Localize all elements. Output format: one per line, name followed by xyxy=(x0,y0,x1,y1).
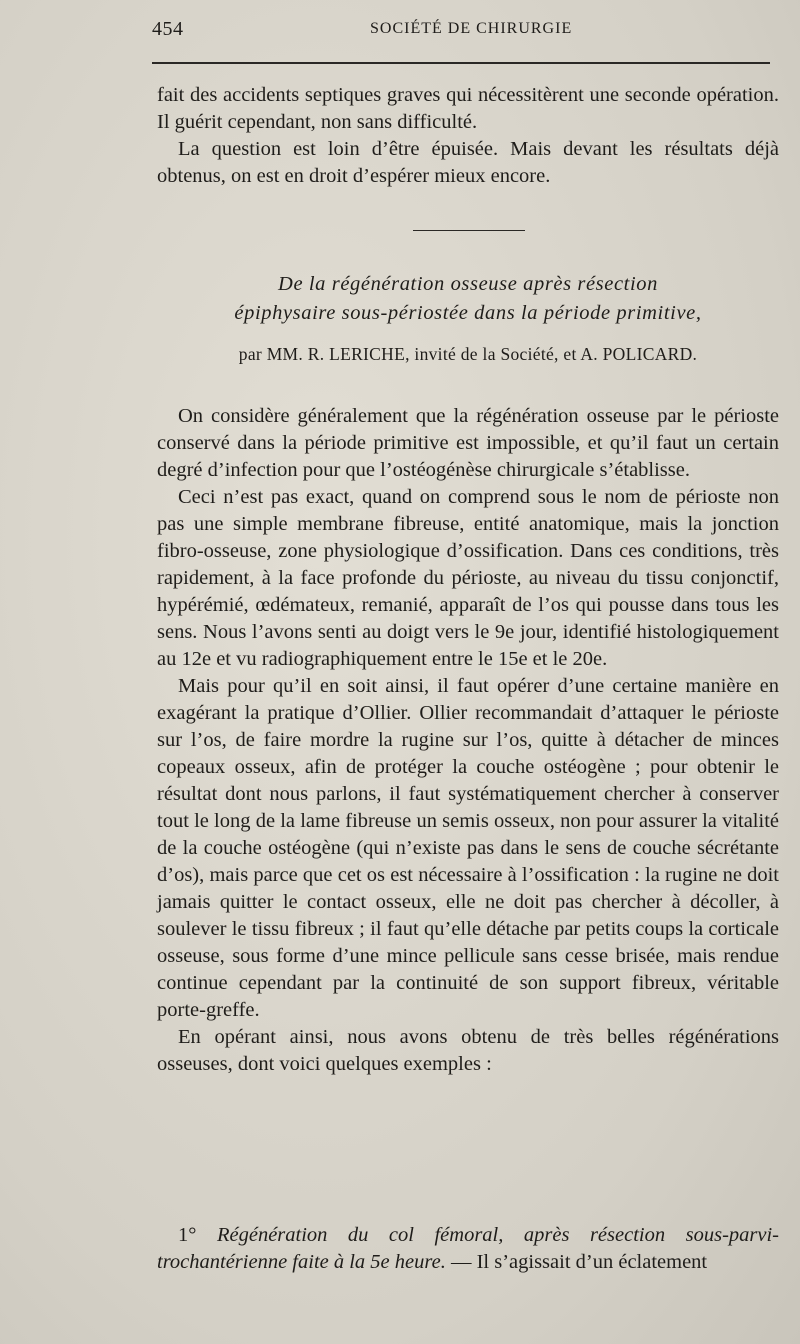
article-paragraph-2: Ceci n’est pas exact, quand on comprend sous le nom de périoste non pas une simple membrane fibreuse, entité anatomique, mais la jonction fibro-osseuse, zone physiologique d’ossification. Dans ces conditions, très rapidement, à la face profonde du périoste, au niveau du tissu conjonctif, hypérémié, œdémateux, remanié, apparaît de l’os qui pousse dans tous les sens. Nous l’avons senti au doigt vers le 9e jour, identifié histologiquement au 12e et vu radiographiquement entre le 15e et le 20e. xyxy=(157,486,779,670)
article-paragraph-1: On considère généralement que la régénération osseuse par le périoste conservé dans la période primitive est impossible, et qu’il faut un certain degré d’infection pour que l’ostéogénèse chirurgicale s’établisse. xyxy=(157,405,779,481)
page-number: 454 xyxy=(152,18,184,40)
example-1-number: 1° xyxy=(178,1224,197,1246)
example-1-title: Régénération du col fémoral, après résection sous-parvi-trochantérienne faite à la 5e heure. xyxy=(157,1224,779,1273)
intro-text xyxy=(157,82,779,190)
section-separator xyxy=(413,230,525,231)
page-header xyxy=(152,18,777,50)
example-1-paragraph xyxy=(157,1222,779,1276)
intro-paragraph-1: fait des accidents septiques graves qui nécessitèrent une seconde opération. Il guérit cependant, non sans difficulté. xyxy=(157,84,779,133)
article-paragraph-4: En opérant ainsi, nous avons obtenu de très belles régénérations osseuses, dont voici quelques exemples : xyxy=(157,1026,779,1075)
article-paragraph-3: Mais pour qu’il en soit ainsi, il faut opérer d’une certaine manière en exagérant la pratique d’Ollier. Ollier recommandait d’attaquer le périoste sur l’os, de faire mordre la rugine sur l’os, quitte à détacher de minces copeaux osseux, afin de protéger la couche ostéogène ; pour obtenir le résultat dont nous parlons, il faut systématiquement chercher à conserver tout le long de la lame fibreuse un semis osseux, non pour assurer la vitalité de la couche ostéogène (qui n’existe pas dans le sens de couche sécrétante d’os), mais parce que cet os est nécessaire à l’ossification : la rugine ne doit jamais quitter le contact osseux, elle ne doit pas chercher à décoller, à soulever le tissu fibreux ; il faut qu’elle détache par petits coups la corticale osseuse, sous forme d’une mince pellicule sans cesse brisée, mais rendue continue cependant par la continuité de son support fibreux, véritable porte-greffe. xyxy=(157,675,779,1021)
example-1-text: — Il s’agissait d’un éclatement xyxy=(450,1251,708,1273)
article-body xyxy=(157,403,779,1078)
running-title: SOCIÉTÉ DE CHIRURGIE xyxy=(370,20,573,37)
article-byline: par MM. R. LERICHE, invité de la Société, et A. POLICARD. xyxy=(238,344,698,364)
example-1 xyxy=(157,1222,779,1276)
intro-paragraph-2: La question est loin d’être épuisée. Mais devant les résultats déjà obtenus, on est en droit d’espérer mieux encore. xyxy=(157,138,779,187)
header-rule xyxy=(152,62,770,64)
article-title-line-1: De la régénération osseuse après résection xyxy=(278,273,658,295)
article-title xyxy=(157,270,779,328)
article-title-line-2: épiphysaire sous-périostée dans la période primitive, xyxy=(234,302,702,324)
